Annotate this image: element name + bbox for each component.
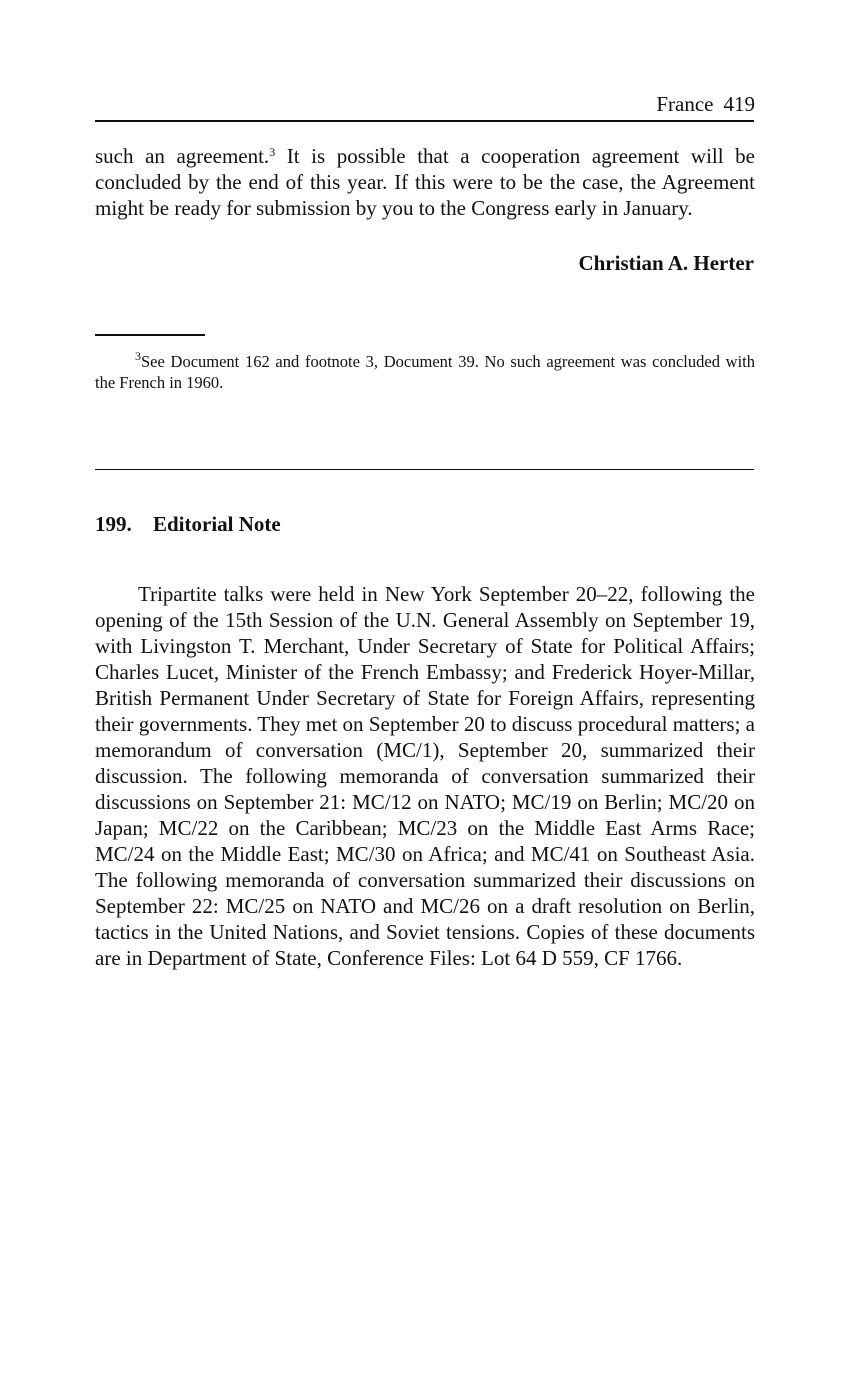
continuation-text-before: such an agreement. [95, 144, 270, 168]
footnote-text: See Document 162 and footnote 3, Document 39. No such agreement was concluded with the French in 1960. [95, 352, 755, 392]
document-number: 199. [95, 512, 132, 536]
header-rule [95, 120, 754, 122]
footnote-marker: 3 [135, 349, 141, 363]
continuation-paragraph [95, 143, 755, 221]
footnote [95, 351, 755, 393]
footnote-rule [95, 334, 205, 336]
running-head [95, 91, 755, 117]
page-number: 419 [723, 92, 755, 116]
signature: Christian A. Herter [578, 251, 754, 275]
running-head-section: France [656, 92, 714, 116]
document-title: Editorial Note [153, 512, 281, 536]
footnote-reference: 3 [269, 145, 276, 159]
section-divider [95, 469, 754, 470]
editorial-note-body: Tripartite talks were held in New York September 20–22, following the opening of the 15th Session of the U.N. General Assembly on September 19, with Livingston T. Merchant, Under Secretary of State for Political Affairs; Charles Lucet, Minister of the French Embassy; and Frederick Hoyer-Millar, British Permanent Under Secretary of State for Foreign Affairs, representing their governments. They met on September 20 to discuss procedural matters; a memorandum of conversation (MC/1), September 20, summarized their discussion. The following memoranda of conversation summarized their discussions on September 21: MC/12 on NATO; MC/19 on Berlin; MC/20 on Japan; MC/22 on the Caribbean; MC/23 on the Middle East Arms Race; MC/24 on the Middle East; MC/30 on Africa; and MC/41 on Southeast Asia. The following memoranda of conversation summarized their discussions on September 22: MC/25 on NATO and MC/26 on a draft resolution on Berlin, tactics in the United Nations, and Soviet tensions. Copies of these documents are in Department of State, Conference Files: Lot 64 D 559, CF 1766. [95, 582, 755, 970]
document-heading [95, 510, 281, 538]
continuation-text-after: It is possible that a cooperation agreement will be concluded by the end of this year. If this were to be the case, the Agreement might be ready for submission by you to the Congress early in January. [95, 144, 755, 220]
